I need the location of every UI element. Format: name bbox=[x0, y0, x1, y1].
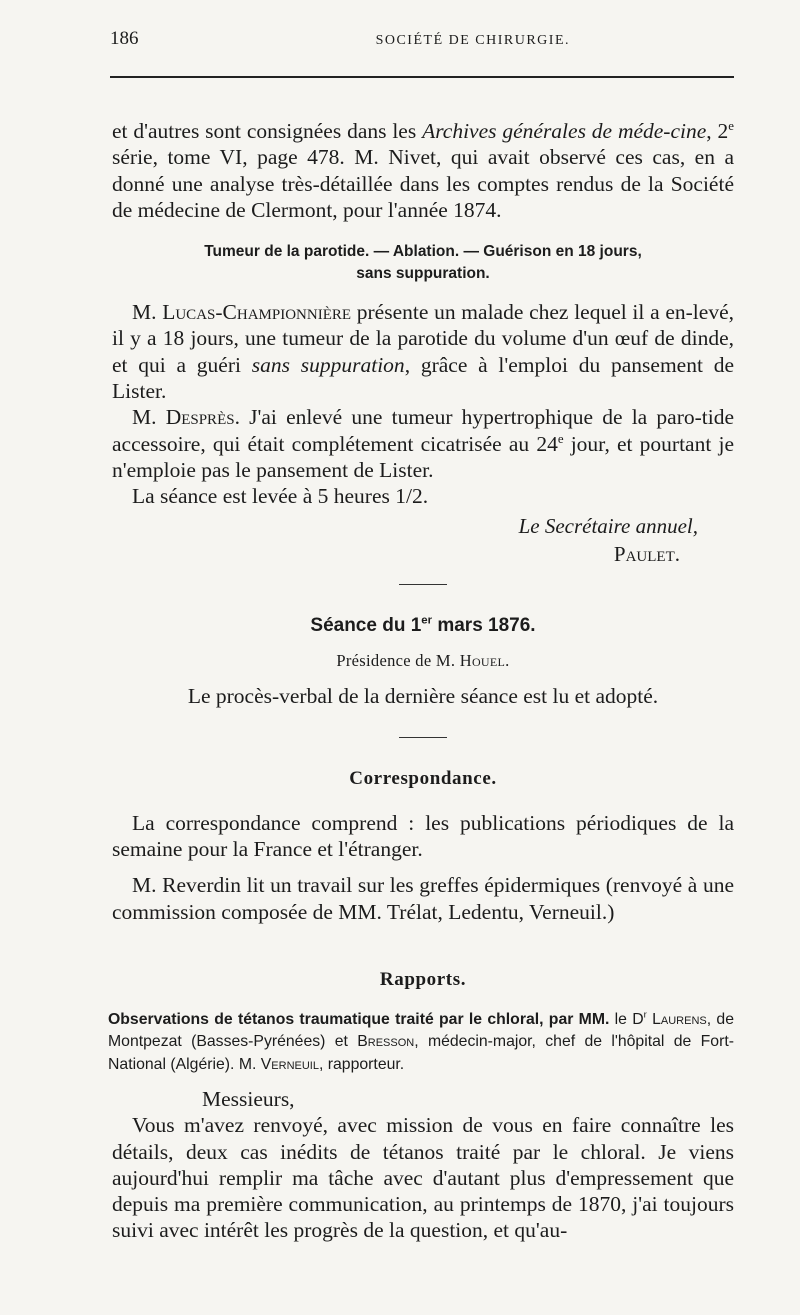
signature-role: Le Secrétaire annuel, bbox=[518, 513, 698, 538]
seance-title: Séance du 1er mars 1876. bbox=[310, 614, 536, 636]
paragraph-reverdin: M. Reverdin lit un travail sur les greffes épidermiques (renvoyé à une commission composée de MM. Trélat, Ledentu, Verneuil.) bbox=[112, 873, 734, 924]
page-number: 186 bbox=[110, 28, 139, 49]
signature-name: Paulet. bbox=[613, 541, 680, 566]
running-header bbox=[110, 28, 734, 50]
book-page bbox=[108, 28, 735, 1244]
proces-verbal: Le procès-verbal de la dernière séance est lu et adopté. bbox=[187, 683, 659, 708]
running-title: SOCIÉTÉ DE CHIRURGIE. bbox=[375, 33, 570, 48]
section-divider bbox=[399, 737, 447, 738]
paragraph-lucas: M. Lucas-Championnière présente un malade chez lequel il a en-levé, il y a 18 jours, une tumeur de la parotide du volume d'un œuf de dinde, et qui a guéri sans suppuration, grâce à l'emploi du pansement de Lister. bbox=[112, 300, 734, 404]
tumeur-heading: Tumeur de la parotide. — Ablation. — Guérison en 18 jours, sans suppuration. bbox=[204, 243, 642, 283]
signature bbox=[112, 512, 734, 568]
paragraph-correspondance: La correspondance comprend : les publications périodiques de la semaine pour la France et l'étranger. bbox=[112, 810, 734, 862]
paragraph-archives: et d'autres sont consignées dans les Archives générales de méde-cine, 2e série, tome VI, page 478. M. Nivet, qui avait observé ces cas, en a donné une analyse très-détaillée dans les comptes rendus de la Société de médecine de Clermont, pour l'année 1874. bbox=[112, 118, 734, 222]
section-divider bbox=[399, 584, 447, 585]
paragraph-despres: M. Desprès. J'ai enlevé une tumeur hypertrophique de la paro-tide accessoire, qui était complétement cicatrisée au 24e jour, et pourtant je n'emploie pas le pansement de Lister. bbox=[112, 405, 735, 482]
header-rule bbox=[110, 76, 734, 78]
paragraph-rapport: Vous m'avez renvoyé, avec mission de vous en faire connaître les détails, deux cas inédits de tétanos traité par le chloral. Je viens aujourd'hui remplir ma tâche avec d'autant plus d'empressement que depuis ma première communication, au printemps de 1870, j'ai toujours suivi avec intérêt les progrès de la question, et qu'au- bbox=[112, 1113, 734, 1243]
paragraph-levee: La séance est levée à 5 heures 1/2. bbox=[132, 484, 429, 509]
presidence: Présidence de M. Houel. bbox=[336, 650, 510, 670]
observations-heading: Observations de tétanos traumatique traité par le chloral, par MM. le $D^r$ Laurens, de Montpezat (Basses-Pyrénées) et Bresson, médecin-major, chef de l'hôpital de Fort-National (Algérie). M. Verneuil, rapporteur. bbox=[108, 1009, 734, 1073]
rapports-title: Rapports. bbox=[379, 969, 467, 991]
correspondance-title: Correspondance. bbox=[349, 767, 497, 789]
salutation: Messieurs, bbox=[202, 1086, 295, 1111]
